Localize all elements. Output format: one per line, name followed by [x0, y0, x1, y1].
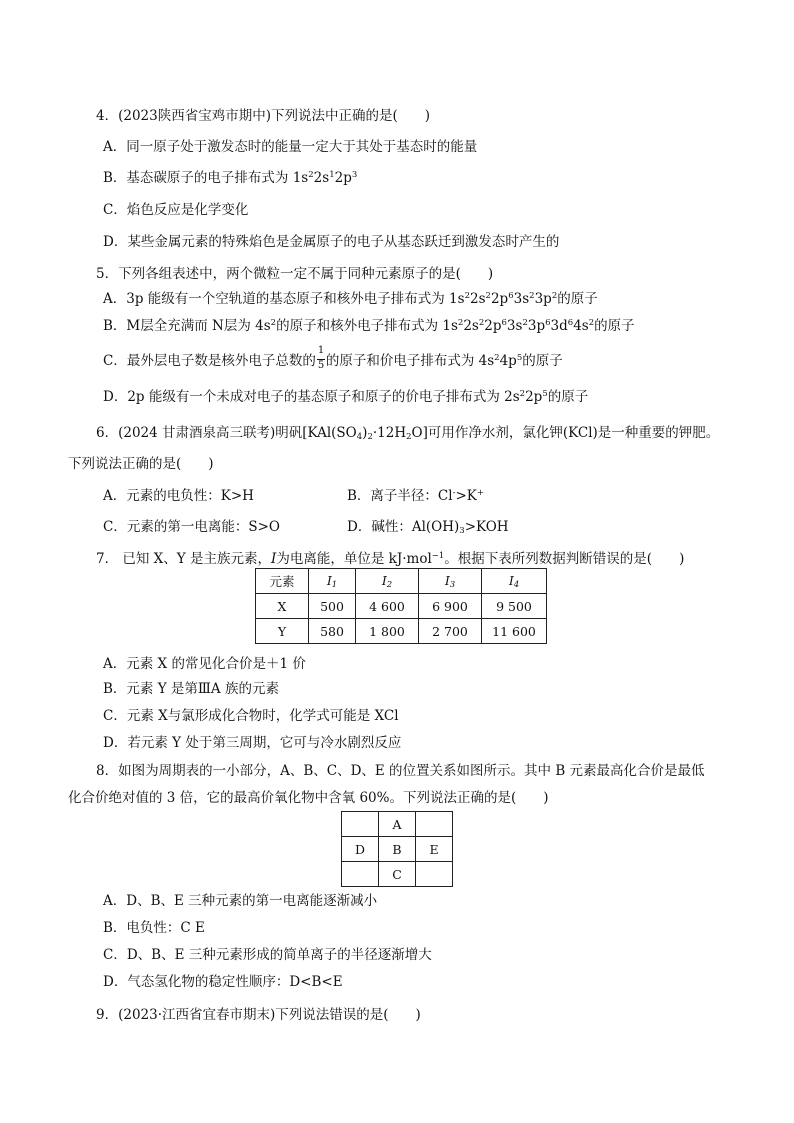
q4-stem: 4．(2023陕西省宝鸡市期中)下列说法中正确的是( )	[96, 108, 431, 124]
table-header: $I_2$	[356, 569, 419, 594]
table-row	[256, 619, 547, 644]
table-row	[342, 837, 453, 862]
q6-option-b: B．离子半径：Cl->K+	[347, 488, 484, 504]
q5-option-b: B．M层全充满而 N层为 $4s^2$的原子和核外电子排布式为 $1s^22s^22p^63s^23p^63d^64s^2$的原子	[103, 318, 635, 334]
grid-cell: D	[342, 837, 379, 862]
table-cell: 1 800	[356, 619, 419, 644]
q6-option-c: C．元素的第一电离能：S>O	[103, 519, 280, 535]
table-header: 元素	[256, 569, 309, 594]
table-row	[342, 862, 453, 887]
q4-option-d: D．某些金属元素的特殊焰色是金属原子的电子从基态跃迁到激发态时产生的	[103, 234, 560, 250]
q4-option-a: A．同一原子处于激发态时的能量一定大于其处于基态时的能量	[103, 139, 478, 155]
table-cell: 580	[309, 619, 356, 644]
periodic-table-fragment	[341, 811, 453, 887]
grid-cell	[342, 862, 379, 887]
table-cell: 6 900	[419, 594, 482, 619]
q6-option-a: A．元素的电负性：K>H	[103, 488, 254, 504]
q9-stem: 9．(2023·江西省宜春市期末)下列说法错误的是( )	[96, 1007, 421, 1023]
table-header: $I_4$	[482, 569, 547, 594]
grid-cell	[416, 812, 453, 837]
q8-stem-line1: 8．如图为周期表的一小部分，A、B、C、D、E 的位置关系如图所示。其中 B 元素最高化合价是最低	[96, 763, 705, 779]
table-row	[342, 812, 453, 837]
q7-option-d: D．若元素 Y 处于第三周期，它可与冷水剧烈反应	[103, 735, 402, 751]
grid-cell: B	[379, 837, 416, 862]
q8-option-c: C．D、B、E 三种元素形成的简单离子的半径逐渐增大	[103, 947, 432, 963]
q5-option-c: C．最外层电子数是核外电子总数的 $\frac{1}{5}$ 的原子和价电子排布式为 $4s^24p^5$的原子	[103, 344, 563, 371]
q5-stem: 5．下列各组表述中，两个微粒一定不属于同种元素原子的是( )	[96, 266, 494, 282]
grid-cell: E	[416, 837, 453, 862]
q8-option-d: D．气态氢化物的稳定性顺序：D<B<E	[103, 974, 343, 990]
q7-stem: 7． 已知 X、Y 是主族元素，I为电离能，单位是 kJ·mol$^{-1}$。根据下表所列数据判断错误的是( )	[96, 551, 685, 567]
q8-option-b: B．电负性：C E	[103, 920, 205, 936]
ionization-energy-table	[255, 568, 547, 644]
q8-option-a: A．D、B、E 三种元素的第一电离能逐渐减小	[103, 893, 378, 909]
table-header: $I_1$	[309, 569, 356, 594]
grid-cell: A	[379, 812, 416, 837]
table-cell: 500	[309, 594, 356, 619]
grid-cell: C	[379, 862, 416, 887]
fraction-one-fifth: $\frac{1}{5}$	[317, 344, 325, 371]
q7-option-c: C．元素 X与氯形成化合物时，化学式可能是 XCl	[103, 708, 399, 724]
table-cell: 11 600	[482, 619, 547, 644]
grid-cell	[342, 812, 379, 837]
q6-stem: 6．(2024 甘肃酒泉高三联考)明矾$[KAl(SO_4)_2\cdot 12H_2O]$可用作净水剂，氯化钾(KCl)是一种重要的钾肥。	[96, 425, 720, 442]
q8-stem-line2: 化合价绝对值的 3 倍，它的最高价氧化物中含氧 60%。下列说法正确的是( )	[68, 790, 549, 806]
table-cell: X	[256, 594, 309, 619]
grid-cell	[416, 862, 453, 887]
table-cell: Y	[256, 619, 309, 644]
q7-option-b: B．元素 Y 是第ⅢA 族的元素	[103, 681, 279, 697]
q4-option-c: C．焰色反应是化学变化	[103, 202, 249, 218]
table-header: $I_3$	[419, 569, 482, 594]
table-cell: 2 700	[419, 619, 482, 644]
table-cell: 9 500	[482, 594, 547, 619]
q5-option-a: A．3p 能级有一个空轨道的基态原子和核外电子排布式为 $1s^22s^22p^63s^23p^2$的原子	[103, 291, 598, 307]
table-cell: 4 600	[356, 594, 419, 619]
q4-option-b: B．基态碳原子的电子排布式为 $1s^22s^12p^3$	[103, 170, 358, 186]
q6-stem-line2: 下列说法正确的是( )	[68, 456, 214, 472]
table-row	[256, 594, 547, 619]
q6-option-d: D．碱性：$Al(OH)_3>KOH$	[347, 519, 509, 536]
q5-option-d: D．2p 能级有一个未成对电子的基态原子和原子的价电子排布式为 $2s^22p^5$的原子	[103, 389, 589, 405]
q7-option-a: A．元素 X 的常见化合价是＋1 价	[103, 656, 306, 672]
